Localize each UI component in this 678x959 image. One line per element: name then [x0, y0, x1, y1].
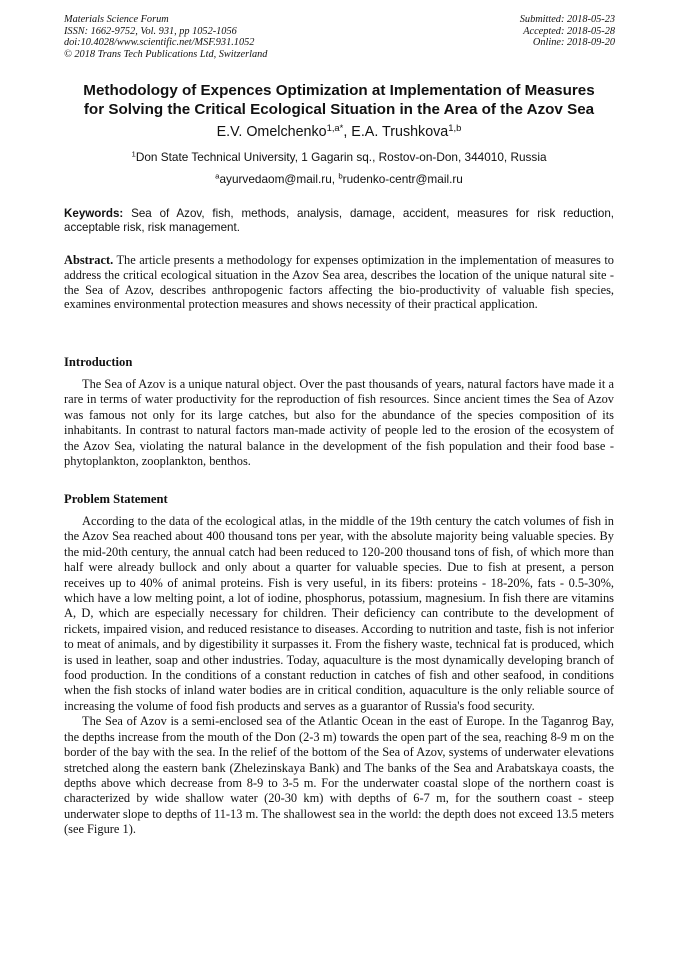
keywords-text: Sea of Azov, fish, methods, analysis, damage, accident, measures for risk reduction, acceptable risk, risk management.: [64, 207, 614, 235]
journal-name: Materials Science Forum: [64, 14, 169, 25]
problem-paragraph-2: The Sea of Azov is a semi-enclosed sea of the Atlantic Ocean in the east of Europe. In the Taganrog Bay, the depths increase from the mouth of the Don (2-3 m) towards the open part of the sea, reaching 8-9 m on the border of the bay with the sea. In the relief of the bottom of the Sea of Azov, systems of underwater elevations stretched along the eastern bank (Zhelezinskaya Bank) and The banks of the Sea and Arabatskaya coasts, the depths above which decrease from 8-9 to 3-5 m. For the underwater coastal slope of the northern coast is characterized by wide shallow water (20-30 km) with depths of 6-7 m, for the southern coast - steep underwater slope to depths of 11-13 m. The shallowest sea in the world: the depth does not exceed 13.5 meters (see Figure 1).: [64, 714, 614, 837]
problem-paragraph-1: According to the data of the ecological atlas, in the middle of the 19th century the catch volumes of fish in the Azov Sea reached about 400 thousand tons per year, with the absolute majority being valuable species. By the mid-20th century, the annual catch had been reduced to 120-200 thousand tons of fish, of which more than half were already bullock and only about a quarter for valuable species. Due to fish at present, a person receives up to 40% of animal proteins. Fish is very useful, in its fibers: proteins - 18-20%, fats - 0.5-30%, which have a low melting point, a lot of iodine, phosphorus, potassium, magnesium. In fish there are vitamins A, D, which are especially necessary for children. Their deficiency can contribute to the development of rickets, impaired vision, and reduced resistance to diseases. According to nutrition and taste, fish is not inferior to meat of animals, and by digestibility it surpasses it. From the fishery waste, technical fat is produced, which is used in leather, soap and other industries. Today, aquaculture is the most dynamically developing branch of food production. In the conditions of a constant reduction in catches of fish and other seafood, in conditions when the fish stocks of inland water bodies are in critical condition, aquaculture is the only reliable source of increasing the volume of food fish products and serves as a guarantor of Russia's food security.: [64, 514, 614, 713]
email-a[interactable]: ayurvedaom@mail.ru: [219, 172, 332, 186]
author-list: [40, 121, 638, 140]
paper-title: [40, 82, 638, 119]
copyright-line: © 2018 Trans Tech Publications Ltd, Switzerland: [64, 48, 268, 60]
author-1: E.V. Omelchenko: [216, 124, 327, 140]
abstract-text: The article presents a methodology for expenses optimization in the implementation of measures to address the critical ecological situation in the Azov Sea area, describes the location of the unique natural site - the Sea of Azov, describes anthropogenic factors affecting the bio-productivity of valuable fish species, examines environmental protection measures and shows necessity of their practical application.: [64, 253, 614, 312]
doi-line: doi:10.4028/www.scientific.net/MSF.931.1052: [64, 37, 255, 49]
title-line-2: for Solving the Critical Ecological Situation in the Area of the Azov Sea: [83, 100, 595, 118]
accepted-date: Accepted: 2018-05-28: [523, 25, 615, 37]
publication-dates: [520, 14, 615, 49]
online-date: Online: 2018-09-20: [532, 37, 615, 49]
author-2-affiliation: 1,b: [448, 121, 462, 133]
issn-line: ISSN: 1662-9752, Vol. 931, pp 1052-1056: [64, 25, 237, 37]
author-2: E.A. Trushkova: [351, 124, 449, 140]
affiliation-number: 1: [131, 149, 136, 159]
submitted-date: Submitted: 2018-05-23: [519, 14, 615, 25]
abstract: [64, 253, 614, 312]
author-separator: ,: [343, 124, 352, 140]
introduction-body: [64, 377, 614, 469]
author-1-affiliation: 1,a*: [326, 121, 344, 133]
title-line-1: Methodology of Expences Optimization at Implementation of Measures: [83, 82, 595, 99]
author-emails: [40, 172, 638, 186]
introduction-paragraph: The Sea of Azov is a unique natural object. Over the past thousands of years, natural factors have made it a rare in terms of water productivity for the reproduction of fish resources. Since ancient times the Sea of Azov was famous not only for its large catches, but also for the abundance of the species composition of its inhabitants. In contrast to natural factors man-made activity of people led to the erosion of the ecosystem of the Azov Sea, violating the natural balance in the development of the fish population and their food base - phytoplankton, zooplankton, benthos.: [64, 377, 614, 469]
affiliation-text: Don State Technical University, 1 Gagarin sq., Rostov-on-Don, 344010, Russia: [135, 150, 547, 164]
problem-statement-body: [64, 514, 614, 838]
email-b-marker: b: [338, 171, 343, 181]
publication-info: [64, 14, 267, 60]
problem-statement-heading: Problem Statement: [64, 492, 168, 506]
email-b[interactable]: rudenko-centr@mail.ru: [342, 172, 463, 186]
affiliation: [40, 150, 638, 164]
keywords: [64, 207, 614, 235]
email-a-marker: a: [215, 171, 220, 181]
introduction-heading: Introduction: [64, 355, 133, 369]
keywords-label: Keywords:: [64, 207, 124, 220]
email-separator: ,: [331, 172, 339, 186]
abstract-label: Abstract.: [64, 253, 114, 267]
